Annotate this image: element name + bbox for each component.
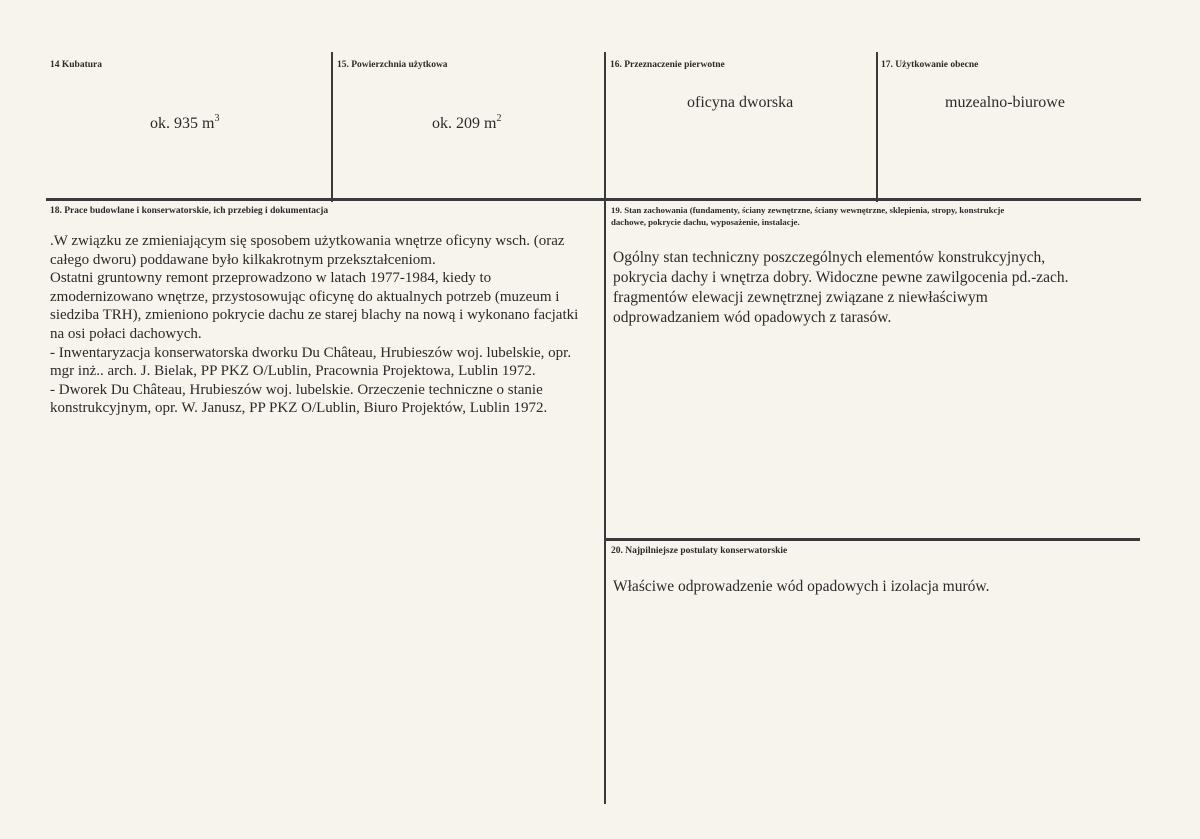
divider-v-15-16 — [604, 52, 606, 804]
field-15-unit-exponent: 2 — [496, 113, 502, 124]
field-20-label: 20. Najpilniejsze postulaty konserwatorskie — [611, 546, 788, 556]
field-19-label-line2: dachowe, pokrycie dachu, wyposażenie, instalacje. — [611, 217, 800, 227]
field-17-value: muzealno-biurowe — [945, 94, 1065, 111]
field-14-unit-exponent: 3 — [214, 113, 220, 124]
field-19-text: Ogólny stan techniczny poszczególnych elementów konstrukcyjnych, pokrycia dachy i wnętrza dobry. Widoczne pewne zawilgocenia pd.-zach. fragmentów elewacji zewnętrznej związane z niewłaściwym odprowadzaniem wód opadowych z tarasów. — [613, 249, 1069, 326]
field-20-text: Właściwe odprowadzenie wód opadowych i izolacja murów. — [613, 578, 990, 595]
field-18-text: .W związku ze zmieniającym się sposobem użytkowania wnętrze oficyny wsch. (oraz całego dworu) poddawane było kilkakrotnym przekształceniom. Ostatni gruntowny remont przeprowadzono w latach 1977-1984, kiedy to zmodernizowano wnętrze, przystosowując oficynę do aktualnych potrzeb (muzeum i siedziba TRH), zmieniono pokrycie dachu ze starej blachy na nową i wykonano facjatki na osi połaci dachowych. - Inwentaryzacja konserwatorska dworku Du Château, Hrubieszów woj. lubelskie, opr. mgr inż.. arch. J. Bielak, PP PKZ O/Lublin, Pracownia Projektowa, Lublin 1972. - Dworek Du Château, Hrubieszów woj. lubelskie. Orzeczenie techniczne o stanie konstrukcyjnym, opr. W. Janusz, PP PKZ O/Lublin, Biuro Projektów, Lublin 1972. — [50, 233, 579, 417]
field-15-value-text: ok. 209 m — [432, 115, 497, 132]
field-19-label-line1: 19. Stan zachowania (fundamenty, ściany zewnętrzne, ściany wewnętrzne, sklepienia, stropy, konstrukcje — [611, 205, 1005, 215]
field-14-label: 14 Kubatura — [50, 60, 102, 70]
field-16-value: oficyna dworska — [687, 94, 794, 111]
divider-h-top-row — [46, 198, 1141, 201]
field-14-value-text: ok. 935 m — [150, 115, 215, 132]
divider-h-section-20 — [606, 538, 1140, 541]
field-17-label: 17. Użytkowanie obecne — [881, 60, 979, 70]
field-14-value — [150, 114, 219, 134]
divider-v-14-15 — [331, 52, 333, 202]
field-16-label: 16. Przeznaczenie pierwotne — [610, 60, 725, 70]
divider-v-16-17 — [876, 52, 878, 202]
field-15-value — [432, 114, 501, 134]
field-18-label: 18. Prace budowlane i konserwatorskie, ich przebieg i dokumentacja — [50, 206, 329, 216]
field-15-label: 15. Powierzchnia użytkowa — [337, 60, 448, 70]
